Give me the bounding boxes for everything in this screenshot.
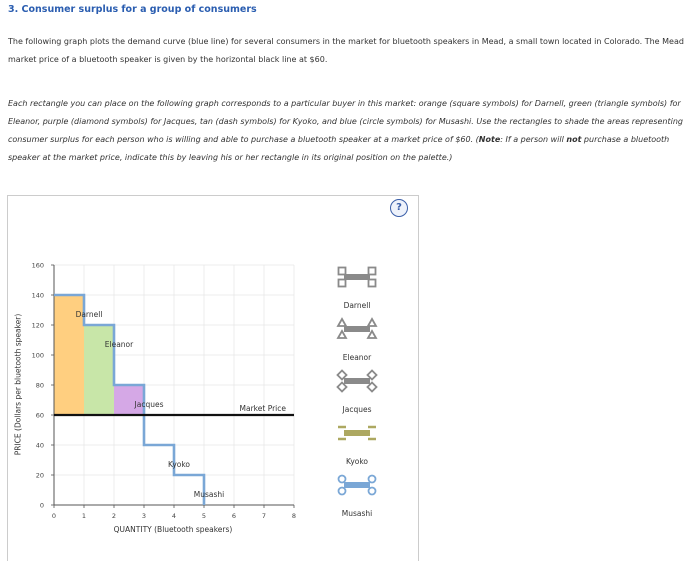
palette-item-darnell[interactable] xyxy=(339,268,376,287)
y-tick-label: 60 xyxy=(35,411,44,420)
palette-rect-jacques xyxy=(344,378,370,384)
x-tick-label: 4 xyxy=(171,512,177,520)
palette-rect-darnell xyxy=(344,274,370,280)
surplus-rect-eleanor xyxy=(84,325,114,415)
y-tick-label: 20 xyxy=(35,471,44,480)
palette-item-eleanor[interactable] xyxy=(338,319,376,338)
palette-rect-kyoko xyxy=(344,430,370,436)
palette-label-eleanor: Eleanor xyxy=(342,353,372,362)
palette-rect-eleanor xyxy=(344,326,370,332)
x-axis-label: QUANTITY (Bluetooth speakers) xyxy=(113,525,233,534)
square-icon xyxy=(369,268,376,275)
triangle-icon xyxy=(338,331,346,338)
x-tick-label: 5 xyxy=(201,512,207,520)
x-tick-label: 2 xyxy=(111,512,117,520)
paragraph-2-part-c: purchase a bluetooth speaker at the market price, indicate this by leaving his or her rectangle in its original position on the palette.) xyxy=(8,135,670,162)
y-tick-label: 120 xyxy=(31,321,44,330)
y-tick-label: 0 xyxy=(39,501,44,510)
circle-icon xyxy=(369,476,376,483)
note-label: Note xyxy=(478,135,501,144)
y-tick-label: 40 xyxy=(35,441,44,450)
triangle-icon xyxy=(368,319,376,326)
x-tick-label: 0 xyxy=(51,512,57,520)
rectangle-palette xyxy=(338,268,377,519)
palette-label-jacques: Jacques xyxy=(342,405,372,414)
square-icon xyxy=(339,268,346,275)
buyer-label-darnell: Darnell xyxy=(75,310,103,319)
buyer-label-jacques: Jacques xyxy=(134,400,164,409)
square-icon xyxy=(369,280,376,287)
circle-icon xyxy=(339,488,346,495)
square-icon xyxy=(339,280,346,287)
help-icon[interactable]: ? xyxy=(390,199,408,217)
market-price-label: Market Price xyxy=(239,404,286,413)
buyer-label-eleanor: Eleanor xyxy=(104,340,134,349)
y-axis-label: PRICE (Dollars per bluetooth speaker) xyxy=(13,313,23,456)
triangle-icon xyxy=(368,331,376,338)
palette-rect-musashi xyxy=(344,482,370,488)
circle-icon xyxy=(369,488,376,495)
buyer-label-kyoko: Kyoko xyxy=(167,460,191,469)
y-tick-label: 140 xyxy=(31,291,44,300)
x-tick-label: 3 xyxy=(141,512,147,520)
x-tick-label: 8 xyxy=(291,512,297,520)
y-tick-label: 80 xyxy=(35,381,44,390)
circle-icon xyxy=(339,476,346,483)
x-tick-label: 1 xyxy=(81,512,87,520)
x-tick-label: 7 xyxy=(261,512,267,520)
not-emphasis: not xyxy=(566,135,582,144)
triangle-icon xyxy=(338,319,346,326)
palette-item-musashi[interactable] xyxy=(339,476,376,495)
y-tick-label: 160 xyxy=(31,261,44,270)
palette-label-musashi: Musashi xyxy=(341,509,373,518)
paragraph-2-part-a: Each rectangle you can place on the following graph corresponds to a particular buyer in this market: orange (square symbols) for Darnell, green (triangle symbols) for Eleanor, purple (diamond symbols) for Jacques, tan (dash symbols) for Kyoko, and blue (circle symbols) for Musashi. Use the rectangles to shade the areas representing consumer surplus for each person who is willing and able to purchase a bluetooth speaker at a market price of $60. ( xyxy=(8,99,683,144)
palette-label-darnell: Darnell xyxy=(343,301,371,310)
y-tick-label: 100 xyxy=(31,351,44,360)
palette-item-jacques[interactable] xyxy=(338,371,377,392)
palette-label-kyoko: Kyoko xyxy=(345,457,369,466)
question-paragraph-1: The following graph plots the demand curve (blue line) for several consumers in the market for bluetooth speakers in Mead, a small town located in Colorado. The Mead market price of a bluetooth speaker is given by the horizontal black line at $60. xyxy=(8,37,684,64)
buyer-label-musashi: Musashi xyxy=(193,490,225,499)
palette-item-kyoko[interactable] xyxy=(338,427,376,439)
x-tick-label: 6 xyxy=(231,512,237,520)
question-title: 3. Consumer surplus for a group of consumers xyxy=(8,4,257,15)
paragraph-2-part-b: : If a person will xyxy=(500,135,567,144)
